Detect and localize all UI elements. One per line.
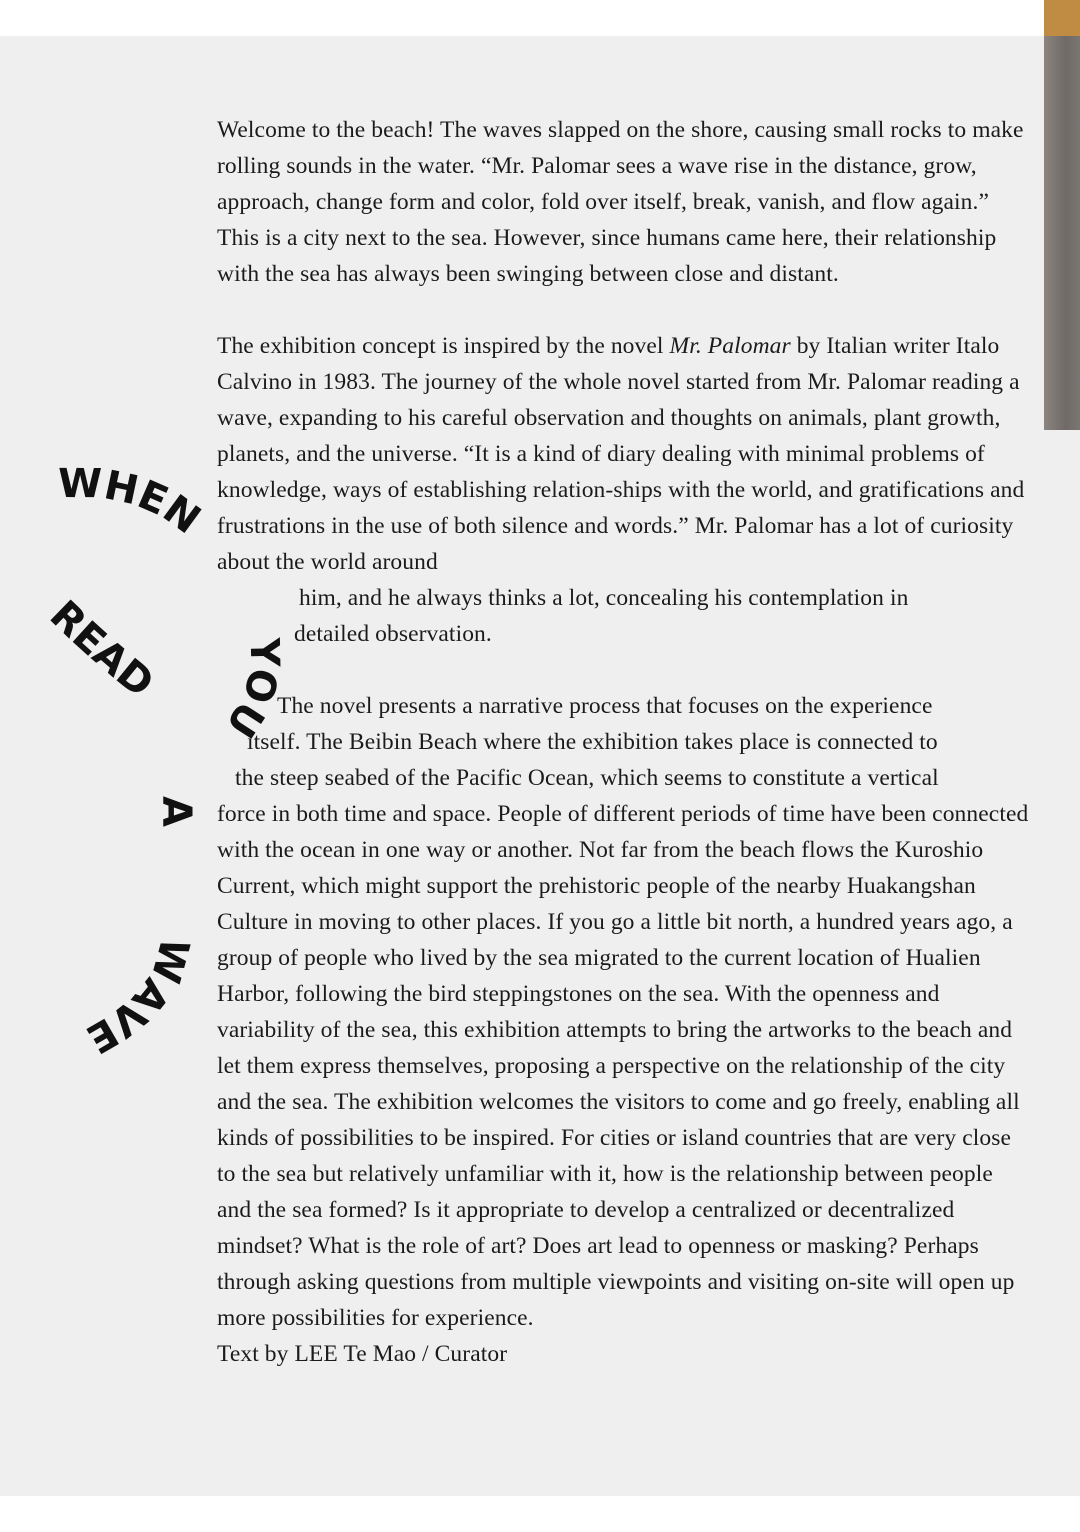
paragraph-concept (217, 328, 1029, 580)
page-edge-strip (1044, 36, 1080, 430)
author-credit: Text by LEE Te Mao / Curator (217, 1341, 508, 1367)
title-word-read: READ (40, 592, 163, 707)
paragraph-narrative-line: itself. The Beibin Beach where the exhibition takes place is connected to (247, 729, 938, 755)
title-word-a: A (153, 796, 199, 827)
paragraph-narrative: force in both time and space. People of different periods of time have been connected with the ocean in one way or another. Not far from the beach flows the Kuroshio Current, which might support the prehistoric people of the nearby Huakangshan Culture in moving to other places. If you go a little bit north, a hundred years ago, a group of people who lived by the sea migrated to the current location of Hualien Harbor, following the bird steppingstones on the sea. With the openness and variability of the sea, this exhibition attempts to bring the artworks to the beach and let them express themselves, proposing a perspective on the relationship of the city and the sea. The exhibition welcomes the visitors to come and go freely, enabling all kinds of possibilities to be inspired. For cities or island countries that are very close to the sea but relatively unfamiliar with it, how is the relationship between people and the sea formed? Is it appropriate to develop a centralized or decentralized mindset? What is the role of art? Does art lead to openness or masking? Perhaps through asking questions from multiple viewpoints and visiting on-site will open up more possibilities for experience. (217, 801, 1029, 1331)
paragraph-concept-line: him, and he always thinks a lot, concealing his contemplation in (299, 585, 909, 611)
paragraph-concept-line: detailed observation. (294, 621, 492, 647)
paragraph-intro: Welcome to the beach! The waves slapped on the shore, causing small rocks to make rolling sounds in the water. “Mr. Palomar sees a wave rise in the distance, grow, approach, change form and color, fold over itself, break, vanish, and flow again.” This is a city next to the sea. However, since humans came here, their relationship with the sea has always been swinging between close and distant. (217, 117, 1024, 287)
paragraph-concept-body: by Italian writer Italo Calvino in 1983. The journey of the whole novel started from Mr. Palomar reading a wave, expanding to his careful observation and thoughts on animals, plant growth, planets, and the universe. “It is a kind of diary dealing with minimal problems of knowledge, ways of establishing relation-ships with the world, and gratifications and frustrations in the use of both silence and words.” Mr. Palomar has a lot of curiosity about the world around (217, 333, 1025, 575)
title-word-you: YOU (216, 637, 288, 746)
title-word-when: WHEN (57, 460, 209, 544)
paragraph-narrative-line: The novel presents a narrative process that focuses on the experience (277, 693, 933, 719)
title-word-wave: WAVE (78, 932, 198, 1062)
page-top-margin (0, 0, 1080, 36)
paragraph-concept-lead: The exhibition concept is inspired by the novel (217, 333, 670, 359)
page-bottom-margin (0, 1496, 1080, 1532)
paragraph-narrative-line: the steep seabed of the Pacific Ocean, which seems to constitute a vertical (235, 765, 939, 791)
essay-body (217, 112, 1029, 1372)
page-edge-accent (1044, 0, 1080, 36)
novel-title: Mr. Palomar (669, 333, 791, 359)
